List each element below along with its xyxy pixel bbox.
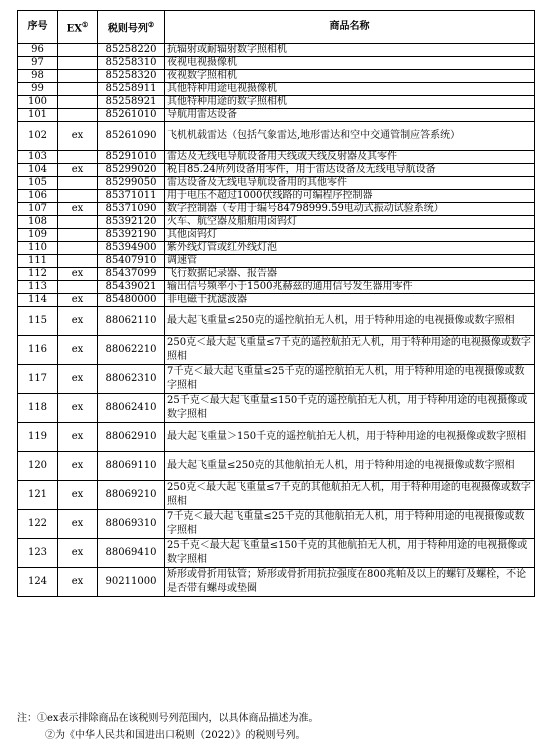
row-name: 输出信号频率小于1500兆赫兹的通用信号发生器用零件 xyxy=(165,281,535,294)
row-ex: ex xyxy=(58,336,98,365)
table-row xyxy=(18,294,535,307)
row-code: 85291010 xyxy=(98,151,165,164)
row-ex: ex xyxy=(58,365,98,394)
row-name: 数字控制器（专用于编号84798999.59电动式振动试验系统） xyxy=(165,203,535,216)
table-row xyxy=(18,229,535,242)
table-row xyxy=(18,83,535,96)
header-ex: EX① xyxy=(58,11,98,44)
row-ex xyxy=(58,242,98,255)
row-ex xyxy=(58,44,98,57)
row-name: 7千克＜最大起飞重量≤25千克的遥控航拍无人机，用于特种用途的电视摄像或数字照相 xyxy=(165,365,535,394)
row-ex: ex xyxy=(58,452,98,481)
row-name: 最大起飞重量≤250克的其他航拍无人机，用于特种用途的电视摄像或数字照相 xyxy=(165,452,535,481)
row-ex xyxy=(58,96,98,109)
row-code: 88069310 xyxy=(98,510,165,539)
row-name: 紫外线灯管或红外线灯泡 xyxy=(165,242,535,255)
table-row xyxy=(18,242,535,255)
row-ex: ex xyxy=(58,481,98,510)
row-no: 102 xyxy=(18,122,58,151)
row-code: 88069410 xyxy=(98,539,165,568)
row-code: 85299050 xyxy=(98,177,165,190)
row-name: 250克＜最大起飞重量≤7千克的遥控航拍无人机，用于特种用途的电视摄像或数字照相 xyxy=(165,336,535,365)
row-no: 96 xyxy=(18,44,58,57)
row-code: 85407910 xyxy=(98,255,165,268)
row-no: 100 xyxy=(18,96,58,109)
row-name: 最大起飞重量≤250克的遥控航拍无人机，用于特种用途的电视摄像或数字照相 xyxy=(165,307,535,336)
row-no: 105 xyxy=(18,177,58,190)
row-ex: ex xyxy=(58,423,98,452)
row-name: 25千克＜最大起飞重量≤150千克的遥控航拍无人机，用于特种用途的电视摄像或数字照相 xyxy=(165,394,535,423)
row-ex xyxy=(58,83,98,96)
row-code: 85261010 xyxy=(98,109,165,122)
header-no: 序号 xyxy=(18,11,58,44)
row-name: 非电磁干扰滤波器 xyxy=(165,294,535,307)
row-code: 85439021 xyxy=(98,281,165,294)
table-row xyxy=(18,70,535,83)
row-code: 88062910 xyxy=(98,423,165,452)
row-no: 119 xyxy=(18,423,58,452)
row-no: 118 xyxy=(18,394,58,423)
row-no: 98 xyxy=(18,70,58,83)
row-ex: ex xyxy=(58,294,98,307)
row-code: 85371090 xyxy=(98,203,165,216)
row-code: 85437099 xyxy=(98,268,165,281)
table-row xyxy=(18,568,535,597)
table-row xyxy=(18,268,535,281)
table-row xyxy=(18,452,535,481)
row-no: 121 xyxy=(18,481,58,510)
row-name: 矫形或骨折用钛管；矫形或骨折用抗拉强度在800兆帕及以上的螺钉及螺栓，不论是否带有螺母或垫圈 xyxy=(165,568,535,597)
row-name: 税目85.24所列设备用零件，用于雷达设备及无线电导航设备 xyxy=(165,164,535,177)
table-row xyxy=(18,394,535,423)
row-ex xyxy=(58,177,98,190)
row-ex: ex xyxy=(58,394,98,423)
row-no: 114 xyxy=(18,294,58,307)
header-code-mark: ② xyxy=(147,19,155,29)
row-ex xyxy=(58,70,98,83)
row-name: 导航用雷达设备 xyxy=(165,109,535,122)
row-code: 85258911 xyxy=(98,83,165,96)
row-ex xyxy=(58,255,98,268)
row-name: 飞机机载雷达（包括气象雷达,地形雷达和空中交通管制应答系统） xyxy=(165,122,535,151)
row-code: 88062110 xyxy=(98,307,165,336)
row-name: 25千克＜最大起飞重量≤150千克的其他航拍无人机，用于特种用途的电视摄像或数字照相 xyxy=(165,539,535,568)
table-row xyxy=(18,109,535,122)
row-code: 85371011 xyxy=(98,190,165,203)
row-no: 124 xyxy=(18,568,58,597)
row-no: 106 xyxy=(18,190,58,203)
row-ex xyxy=(58,151,98,164)
table-row xyxy=(18,307,535,336)
tariff-table xyxy=(17,10,535,597)
table-row xyxy=(18,281,535,294)
table-header-row xyxy=(18,11,535,44)
table-row xyxy=(18,255,535,268)
row-code: 85299020 xyxy=(98,164,165,177)
row-no: 115 xyxy=(18,307,58,336)
row-code: 88062310 xyxy=(98,365,165,394)
row-ex: ex xyxy=(58,307,98,336)
table-row xyxy=(18,122,535,151)
row-ex: ex xyxy=(58,510,98,539)
table-row xyxy=(18,96,535,109)
row-name: 夜视电视摄像机 xyxy=(165,57,535,70)
row-no: 108 xyxy=(18,216,58,229)
row-no: 117 xyxy=(18,365,58,394)
row-name: 雷达及无线电导航设备用天线或天线反射器及其零件 xyxy=(165,151,535,164)
table-row xyxy=(18,57,535,70)
row-no: 99 xyxy=(18,83,58,96)
row-code: 85480000 xyxy=(98,294,165,307)
row-code: 85258921 xyxy=(98,96,165,109)
header-code: 税则号列② xyxy=(98,11,165,44)
table-row xyxy=(18,177,535,190)
row-ex: ex xyxy=(58,203,98,216)
row-name: 夜视数字照相机 xyxy=(165,70,535,83)
row-ex: ex xyxy=(58,268,98,281)
row-no: 103 xyxy=(18,151,58,164)
row-no: 107 xyxy=(18,203,58,216)
row-name: 最大起飞重量＞150千克的遥控航拍无人机，用于特种用途的电视摄像或数字照相 xyxy=(165,423,535,452)
footnote-1: 注：①ex表示排除商品在该税则号列范围内，以具体商品描述为准。 xyxy=(17,713,319,724)
table-row xyxy=(18,336,535,365)
row-no: 116 xyxy=(18,336,58,365)
row-code: 88069210 xyxy=(98,481,165,510)
row-code: 90211000 xyxy=(98,568,165,597)
table-row xyxy=(18,190,535,203)
row-no: 111 xyxy=(18,255,58,268)
row-name: 250克＜最大起飞重量≤7千克的其他航拍无人机，用于特种用途的电视摄像或数字照相 xyxy=(165,481,535,510)
row-name: 抗辐射或耐辐射数字照相机 xyxy=(165,44,535,57)
row-no: 123 xyxy=(18,539,58,568)
row-ex xyxy=(58,216,98,229)
row-name: 调速管 xyxy=(165,255,535,268)
row-name: 其他卤钨灯 xyxy=(165,229,535,242)
row-code: 85392190 xyxy=(98,229,165,242)
table-row xyxy=(18,44,535,57)
row-ex xyxy=(58,281,98,294)
table-row xyxy=(18,151,535,164)
row-name: 用于电压不超过1000伏线路的可编程序控制器 xyxy=(165,190,535,203)
row-no: 122 xyxy=(18,510,58,539)
row-code: 85258320 xyxy=(98,70,165,83)
row-no: 112 xyxy=(18,268,58,281)
row-ex xyxy=(58,229,98,242)
table-row xyxy=(18,423,535,452)
row-no: 104 xyxy=(18,164,58,177)
row-code: 85392120 xyxy=(98,216,165,229)
row-no: 101 xyxy=(18,109,58,122)
footnote-2: ②为《中华人民共和国进出口税则（2022）》的税则号列。 xyxy=(45,730,306,741)
table-row xyxy=(18,216,535,229)
header-name: 商品名称 xyxy=(165,11,535,44)
row-ex xyxy=(58,57,98,70)
row-code: 88062410 xyxy=(98,394,165,423)
row-code: 88069110 xyxy=(98,452,165,481)
row-code: 85394900 xyxy=(98,242,165,255)
row-ex: ex xyxy=(58,164,98,177)
table-row xyxy=(18,365,535,394)
row-ex: ex xyxy=(58,539,98,568)
row-name: 雷达设备及无线电导航设备用的其他零件 xyxy=(165,177,535,190)
row-ex xyxy=(58,109,98,122)
row-code: 85258310 xyxy=(98,57,165,70)
row-name: 其他特种用途的数字照相机 xyxy=(165,96,535,109)
row-code: 88062210 xyxy=(98,336,165,365)
table-body xyxy=(18,44,535,597)
row-code: 85258220 xyxy=(98,44,165,57)
row-ex xyxy=(58,190,98,203)
row-code: 85261090 xyxy=(98,122,165,151)
row-name: 其他特种用途电视摄像机 xyxy=(165,83,535,96)
table-row xyxy=(18,481,535,510)
row-ex: ex xyxy=(58,568,98,597)
row-no: 97 xyxy=(18,57,58,70)
row-name: 火车、航空器及船舶用卤钨灯 xyxy=(165,216,535,229)
row-ex: ex xyxy=(58,122,98,151)
row-name: 飞行数据记录器、报告器 xyxy=(165,268,535,281)
row-no: 109 xyxy=(18,229,58,242)
table-row xyxy=(18,539,535,568)
header-ex-mark: ① xyxy=(82,19,89,29)
row-no: 120 xyxy=(18,452,58,481)
row-name: 7千克＜最大起飞重量≤25千克的其他航拍无人机，用于特种用途的电视摄像或数字照相 xyxy=(165,510,535,539)
row-no: 113 xyxy=(18,281,58,294)
table-row xyxy=(18,510,535,539)
row-no: 110 xyxy=(18,242,58,255)
table-row xyxy=(18,164,535,177)
table-row xyxy=(18,203,535,216)
